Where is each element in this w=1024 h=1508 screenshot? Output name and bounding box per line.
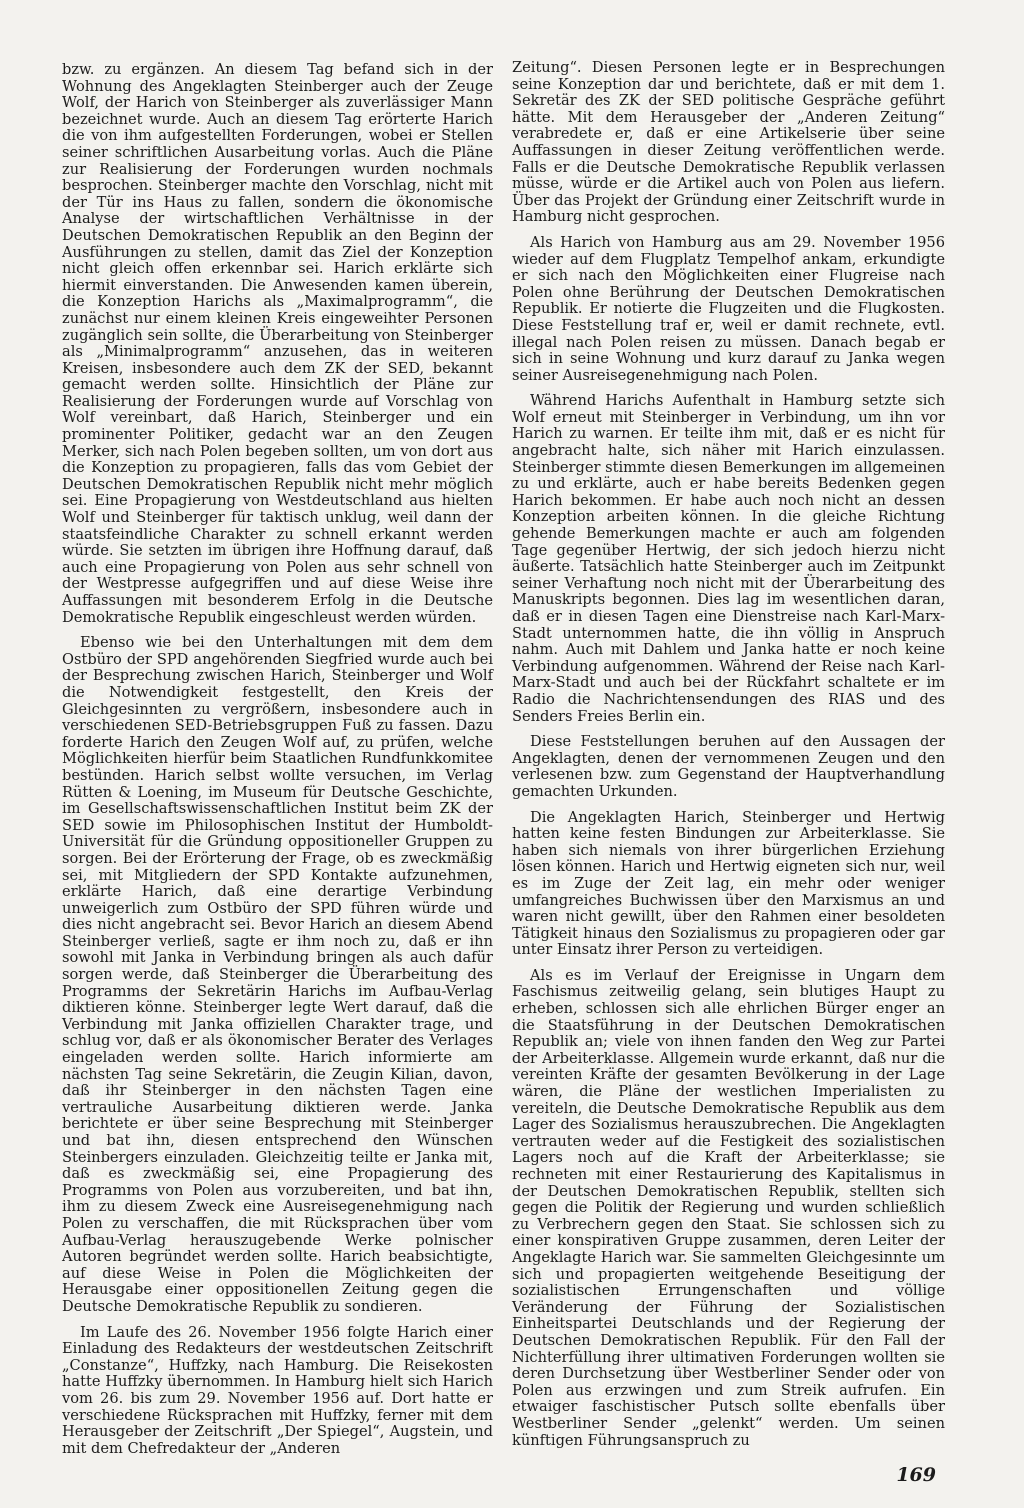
paragraph: Als es im Verlauf der Ereignisse in Ungarn dem Faschismus zeitweilig gelang, sein blutiges Haupt zu erheben, schlossen sich alle ehrlichen Bürger enger an die Staatsführung in der Deutschen Demokratischen Republik an; viele von ihnen fanden den Weg zur Partei der Arbeiterklasse. Allgemein wurde erkannt, daß nur die vereinten Kräfte der gesamten Bevölkerung in der Lage wären, die Pläne der westlichen Imperialisten zu vereiteln, die Deutsche Demokratische Republik aus dem Lager des Sozialismus herauszubrechen. Die Angeklagten vertrauten weder auf die Festigkeit des sozialistischen Lagers noch auf die Kraft der Arbeiterklasse; sie rechneten mit einer Restaurierung des Kapitalismus in der Deutschen Demokratischen Republik, stellten sich gegen die Politik der Regierung und wurden schließlich zu Verbrechern gegen den Staat. Sie schlossen sich zu einer konspirativen Gruppe zusammen, deren Leiter der Angeklagte Harich war. Sie sammelten Gleichgesinnte um sich und propagierten weitgehende Beseitigung der sozialistischen Errungenschaften und völlige Veränderung der Führung der Sozialistischen Einheitspartei Deutschlands und der Regierung der Deutschen Demokratischen Republik. Für den Fall der Nichterfüllung ihrer ultimativen Forderungen wollten sie deren Durchsetzung über Westberliner Sender oder von Polen aus erzwingen und zum Streik aufrufen. Ein etwaiger faschistischer Putsch sollte ebenfalls über Westberliner Sender „gelenkt“ werden. Um seinen künftigen Führungsanspruch zu <box>512 966 945 1449</box>
right-column <box>512 60 945 1458</box>
paragraph: Die Angeklagten Harich, Steinberger und Hertwig hatten keine festen Bindungen zur Arbeiterklasse. Sie haben sich niemals von ihrer bürgerlichen Erziehung lösen können. Harich und Hertwig eigneten sich nur, weil es im Zuge der Zeit lag, ein mehr oder weniger umfangreiches Buchwissen über den Marxismus an und waren nicht gewillt, über den Rahmen einer besoldeten Tätigkeit hinaus den Sozialismus zu propagieren oder gar unter Einsatz ihrer Person zu verteidigen. <box>512 808 945 959</box>
page-number: 169 <box>896 1464 936 1486</box>
paragraph: Als Harich von Hamburg aus am 29. November 1956 wieder auf dem Flugplatz Tempelhof ankam, erkundigte er sich nach den Möglichkeiten einer Flugreise nach Polen ohne Berührung der Deutschen Demokratischen Republik. Er notierte die Flugzeiten und die Flugkosten. Diese Feststellung traf er, weil er damit rechnete, evtl. illegal nach Polen reisen zu müssen. Danach begab er sich in seine Wohnung und kurz darauf zu Janka wegen seiner Ausreisegenehmigung nach Polen. <box>512 233 945 384</box>
left-column <box>62 62 493 1466</box>
paragraph: bzw. zu ergänzen. An diesem Tag befand sich in der Wohnung des Angeklagten Steinberger auch der Zeuge Wolf, der Harich von Steinberger als zuverlässiger Mann bezeichnet wurde. Auch an diesem Tag erörterte Harich die von ihm aufgestellten Forderungen, wobei er Stellen seiner schriftlichen Ausarbeitung vorlas. Auch die Pläne zur Realisierung der Forderungen wurden nochmals besprochen. Steinberger machte den Vorschlag, nicht mit der Tür ins Haus zu fallen, sondern die ökonomische Analyse der wirtschaftlichen Verhältnisse in der Deutschen Demokratischen Republik an den Beginn der Ausführungen zu stellen, damit das Ziel der Konzeption nicht gleich offen erkennbar sei. Harich erklärte sich hiermit einverstanden. Die Anwesenden kamen überein, die Konzeption Harichs als „Maximalprogramm“, die zunächst nur einem kleinen Kreis eingeweihter Personen zugänglich sein sollte, die Überarbeitung von Steinberger als „Minimalprogramm“ anzusehen, das in weiteren Kreisen, insbesondere auch dem ZK der SED, bekannt gemacht werden sollte. Hinsichtlich der Pläne zur Realisierung der Forderungen wurde auf Vorschlag von Wolf vereinbart, daß Harich, Steinberger und ein prominenter Politiker, gedacht war an den Zeugen Merker, sich nach Polen begeben sollten, um von dort aus die Konzeption zu propagieren, falls das vom Gebiet der Deutschen Demokratischen Republik nicht mehr möglich sei. Eine Propagierung von Westdeutschland aus hielten Wolf und Steinberger für taktisch unklug, weil dann der staatsfeindliche Charakter zu schnell erkannt werden würde. Sie setzten im übrigen ihre Hoffnung darauf, daß auch eine Propagierung von Polen aus sehr schnell von der Westpresse aufgegriffen und auf diese Weise ihre Auffassungen mit besonderem Erfolg in die Deutsche Demokratische Republik eingeschleust werden würden. <box>62 61 493 626</box>
paragraph: Während Harichs Aufenthalt in Hamburg setzte sich Wolf erneut mit Steinberger in Verbindung, um ihn vor Harich zu warnen. Er teilte ihm mit, daß er es nicht für angebracht halte, sich näher mit Harich einzulassen. Steinberger stimmte diesen Bemerkungen im allgemeinen zu und erklärte, auch er habe bereits Bedenken gegen Harich bekommen. Er habe auch noch nicht an dessen Konzeption arbeiten können. In die gleiche Richtung gehende Bemerkungen machte er auch am folgenden Tage gegenüber Hertwig, der sich jedoch hierzu nicht äußerte. Tatsächlich hatte Steinberger auch im Zeitpunkt seiner Verhaftung noch nicht mit der Überarbeitung des Manuskripts begonnen. Dies lag im wesentlichen daran, daß er in diesen Tagen eine Dienstreise nach Karl-Marx-Stadt unternommen hatte, die ihn völlig in Anspruch nahm. Auch mit Dahlem und Janka hatte er noch keine Verbindung aufgenommen. Während der Reise nach Karl-Marx-Stadt und auch bei der Rückfahrt schaltete er im Radio die Nachrichtensendungen des RIAS und des Senders Freies Berlin ein. <box>512 392 945 725</box>
paragraph: Im Laufe des 26. November 1956 folgte Harich einer Einladung des Redakteurs der westdeutschen Zeitschrift „Constanze“, Huffzky, nach Hamburg. Die Reisekosten hatte Huffzky übernommen. In Hamburg hielt sich Harich vom 26. bis zum 29. November 1956 auf. Dort hatte er verschiedene Rücksprachen mit Huffzky, ferner mit dem Herausgeber der Zeitschrift „Der Spiegel“, Augstein, und mit dem Chefredakteur der „Anderen <box>62 1323 493 1457</box>
paragraph: Ebenso wie bei den Unterhaltungen mit dem dem Ostbüro der SPD angehörenden Siegfried wurde auch bei der Besprechung zwischen Harich, Steinberger und Wolf die Notwendigkeit festgestellt, den Kreis der Gleichgesinnten zu vergrößern, insbesondere auch in verschiedenen SED-Betriebsgruppen Fuß zu fassen. Dazu forderte Harich den Zeugen Wolf auf, zu prüfen, welche Möglichkeiten hierfür beim Staatlichen Rundfunkkomitee bestünden. Harich selbst wollte versuchen, im Verlag Rütten & Loening, im Museum für Deutsche Geschichte, im Gesellschaftswissenschaftlichen Institut beim ZK der SED sowie im Philosophischen Institut der Humboldt-Universität für die Gründung oppositioneller Gruppen zu sorgen. Bei der Erörterung der Frage, ob es zweckmäßig sei, mit Mitgliedern der SPD Kontakte aufzunehmen, erklärte Harich, daß eine derartige Verbindung unweigerlich zum Ostbüro der SPD führen würde und dies nicht angebracht sei. Bevor Harich an diesem Abend Steinberger verließ, sagte er ihm noch zu, daß er ihn sowohl mit Janka in Verbindung bringen als auch dafür sorgen werde, daß Steinberger die Überarbeitung des Programms der Sekretärin Harichs im Aufbau-Verlag diktieren könne. Steinberger legte Wert darauf, daß die Verbindung mit Janka offiziellen Charakter trage, und schlug vor, daß er als ökonomischer Berater des Verlages eingeladen werden sollte. Harich informierte am nächsten Tag seine Sekretärin, die Zeugin Kilian, davon, daß ihr Steinberger in den nächsten Tagen eine vertrauliche Ausarbeitung diktieren werde. Janka berichtete er über seine Besprechung mit Steinberger und bat ihn, diesen entsprechend den Wünschen Steinbergers einzuladen. Gleichzeitig teilte er Janka mit, daß es zweckmäßig sei, eine Propagierung des Programms von Polen aus vorzubereiten, und bat ihn, ihm zu diesem Zweck eine Ausreisegenehmigung nach Polen zu verschaffen, die mit Rücksprachen über vom Aufbau-Verlag herauszugebende Werke polnischer Autoren begründet werden sollte. Harich beabsichtigte, auf diese Weise in Polen die Möglichkeiten der Herausgabe einer oppositionellen Zeitung gegen die Deutsche Demokratische Republik zu sondieren. <box>62 634 493 1315</box>
paragraph: Diese Feststellungen beruhen auf den Aussagen der Angeklagten, denen der vernommenen Zeugen und den verlesenen bzw. zum Gegenstand der Hauptverhandlung gemachten Urkunden. <box>512 733 945 800</box>
paragraph: Zeitung“. Diesen Personen legte er in Besprechungen seine Konzeption dar und berichtete, daß er mit dem 1. Sekretär des ZK der SED politische Gespräche geführt hätte. Mit dem Herausgeber der „Anderen Zeitung“ verabredete er, daß er eine Artikelserie über seine Auffassungen in dieser Zeitung veröffentlichen werde. Falls er die Deutsche Demokratische Republik verlassen müsse, würde er die Artikel auch von Polen aus liefern. Über das Projekt der Gründung einer Zeitschrift wurde in Hamburg nicht gesprochen. <box>512 59 945 226</box>
